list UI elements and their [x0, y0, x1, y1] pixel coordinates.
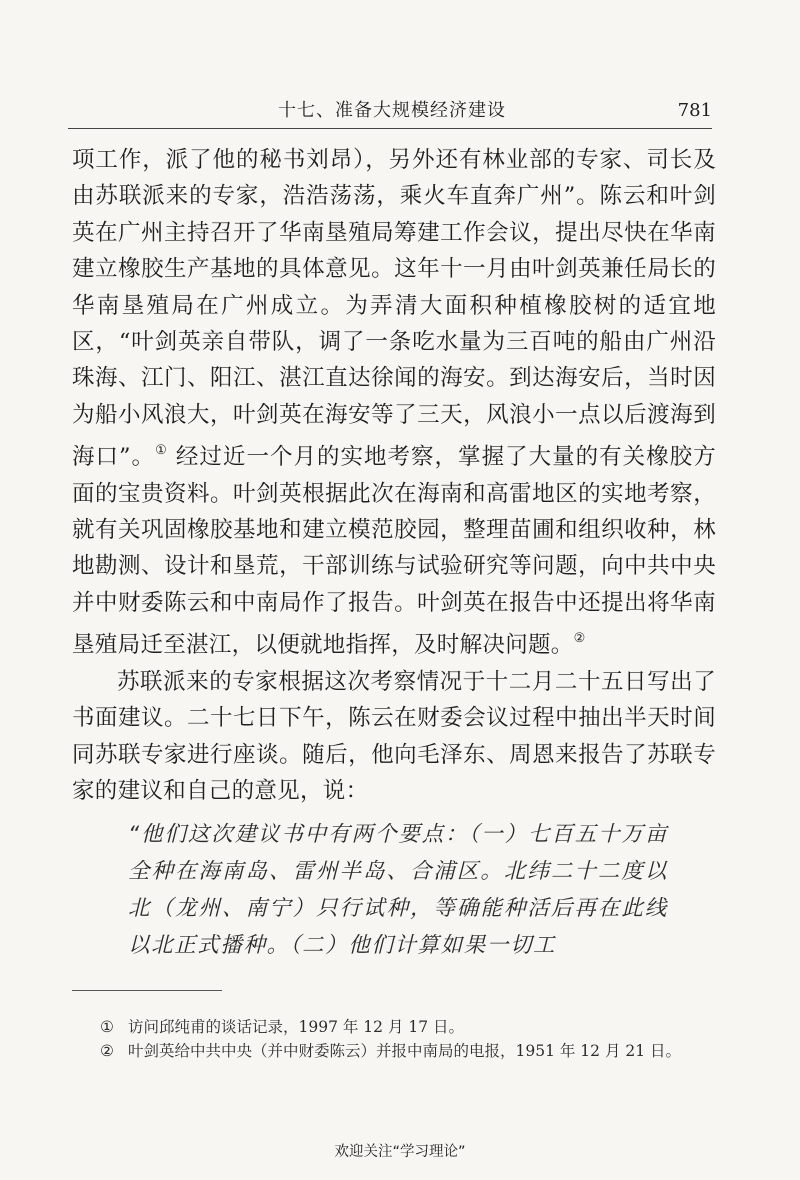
block-quote: [128, 816, 668, 964]
footnote-2-text: 叶剑英给中共中央（并中财委陈云）并报中南局的电报，1951 年 12 月 21 日。: [128, 1042, 682, 1060]
main-text: [72, 142, 716, 809]
paragraph-2: 苏联派来的专家根据这次考察情况于十二月二十五日写出了书面建议。二十七日下午，陈云在财委会议过程中抽出半天时间同苏联专家进行座谈。随后，他向毛泽东、周恩来报告了苏联专家的建议和自己的意见，说：: [72, 668, 716, 804]
paragraph-1-continued: 经过近一个月的实地考察，掌握了大量的有关橡胶方面的宝贵资料。叶剑英根据此次在海南和高雷地区的实地考察，就有关巩固橡胶基地和建立模范胶园，整理苗圃和组织收种，林地勘测、设计和垦荒，干部训练与试验研究等问题，向中共中央并中财委陈云和中南局作了报告。叶剑英在报告中还提出将华南垦殖局迁至湛江，以便就地指挥，及时解决问题。: [72, 444, 716, 659]
footnote-ref-2: ②: [573, 631, 586, 647]
footnote-divider: [72, 990, 222, 991]
footnotes: [100, 1015, 712, 1063]
header-divider: [68, 128, 712, 129]
footnote-2: [100, 1039, 712, 1063]
paragraph-1-text: 项工作，派了他的秘书刘昂），另外还有林业部的专家、司长及由苏联派来的专家，浩浩荡荡，乘火车直奔广州”。陈云和叶剑英在广州主持召开了华南垦殖局筹建工作会议，提出尽快在华南建立橡胶生产基地的具体意见。这年十一月由叶剑英兼任局长的华南垦殖局在广州成立。为弄清大面积种植橡胶树的适宜地区，“叶剑英亲自带队，调了一条吃水量为三百吨的船由广州沿珠海、江门、阳江、湛江直达徐闻的海安。到达海安后，当时因为船小风浪大，叶剑英在海安等了三天，风浪小一点以后渡海到海口”。: [72, 147, 716, 471]
footnote-1-mark: ①: [100, 1018, 114, 1036]
footnote-1-text: 访问邱纯甫的谈话记录，1997 年 12 月 17 日。: [128, 1018, 465, 1036]
footnote-1: [100, 1015, 712, 1039]
page-number: 781: [677, 100, 712, 121]
watermark-caption: 欢迎关注“学习理论”: [334, 1144, 466, 1160]
chapter-title: 十七、准备大规模经济建设: [278, 100, 506, 121]
footnote-2-mark: ②: [100, 1042, 114, 1060]
paragraph-1: [72, 142, 716, 664]
running-header: [72, 98, 712, 124]
quote-text: “他们这次建议书中有两个要点：（一）七百五十万亩全种在海南岛、雷州半岛、合浦区。北纬二十二度以北（龙州、南宁）只行试种，等确能种活后再在此线以北正式播种。（二）他们计算如果一切工: [128, 822, 668, 958]
footnote-ref-1: ①: [155, 443, 168, 459]
